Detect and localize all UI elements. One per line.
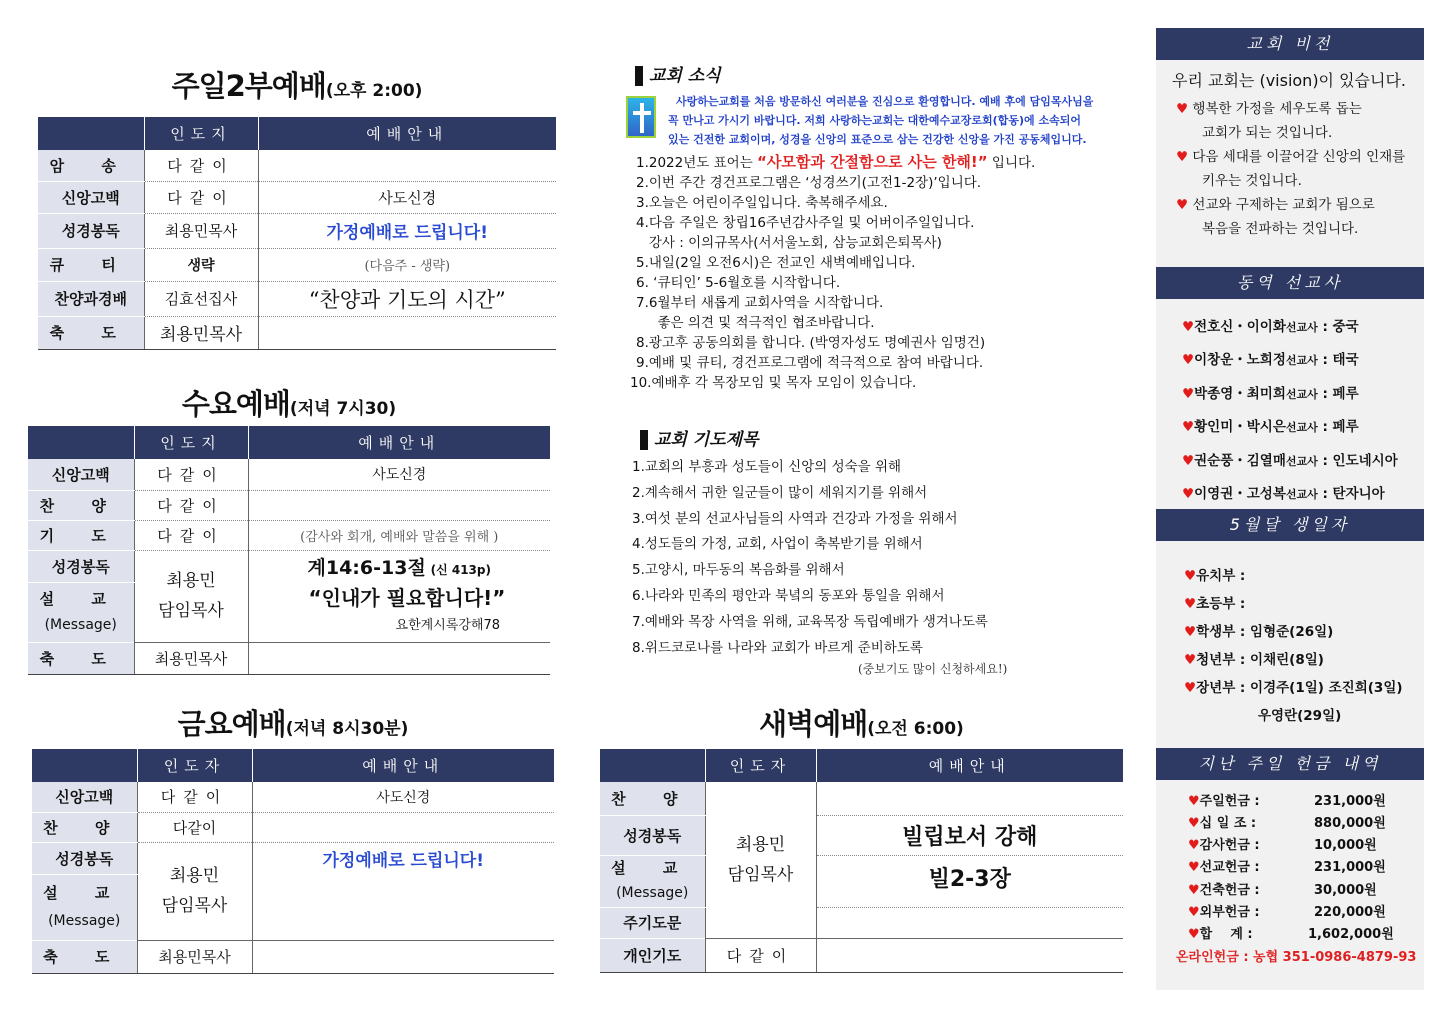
- offering-amount: 1,602,000원: [1308, 927, 1394, 942]
- row-guide: 빌2-3장: [816, 855, 1123, 907]
- heart-icon: ♥: [1188, 794, 1200, 809]
- label-sub: (Message): [48, 913, 121, 929]
- leader-title: 담임목사: [727, 864, 794, 885]
- row-label: 축 도: [28, 642, 134, 674]
- missionary-country: : 페루: [1317, 385, 1359, 402]
- row-guide: [252, 874, 554, 940]
- missionary-country: : 태국: [1317, 352, 1359, 369]
- row-label: 찬 양: [600, 782, 705, 815]
- row-label: 주기도문: [600, 907, 705, 938]
- row-label: [600, 855, 705, 907]
- prayer-item: 8.위드코로나를 나라와 교회가 바르게 준비하도록: [632, 639, 923, 656]
- hymn-ref: (신 413p): [430, 562, 491, 577]
- row-leader: 다같이: [144, 181, 258, 213]
- row-guide: [252, 940, 554, 973]
- wednesday-table: [28, 426, 550, 675]
- news-item: [636, 152, 1035, 173]
- missionary-suffix: 선교사: [1285, 321, 1318, 334]
- missionary-suffix: 선교사: [1285, 421, 1318, 435]
- col-header-leader: 인도자: [137, 749, 252, 782]
- row-guide: [258, 150, 556, 181]
- missionary-names: 전호신・이이화: [1194, 319, 1286, 335]
- offering-header: 지난 주일 헌금 내역: [1156, 748, 1424, 780]
- row-leader: 다같이: [705, 938, 816, 972]
- offering-label: 선교헌금 :: [1199, 860, 1260, 875]
- welcome-line: 사랑하는교회를 처음 방문하신 여러분을 진심으로 환영합니다. 예배 후에 담임목사님을: [676, 95, 1094, 108]
- news-title-text: 교회 소식: [649, 66, 721, 86]
- row-leader: 다같이: [144, 150, 258, 181]
- vision-item-cont: 교회가 되는 것입니다.: [1202, 125, 1333, 141]
- row-leader: 다같이: [134, 490, 248, 520]
- news-item: 10.예배후 각 목장모임 및 목자 모임이 있습니다.: [630, 375, 917, 391]
- welcome-line: 꼭 만나고 가시기 바랍니다. 저희 사랑하는교회는 대한예수교장로회(합동)에 소속되어: [668, 114, 1081, 127]
- missionary-item: [1182, 411, 1398, 444]
- row-guide: 가정예배로 드립니다!: [258, 213, 556, 248]
- row-label: 암 송: [38, 150, 144, 181]
- birthday-item: [1184, 590, 1403, 618]
- birthday-item: [1184, 562, 1403, 590]
- col-header-leader: 인도자: [705, 749, 816, 782]
- heart-icon: ♥: [1188, 927, 1200, 942]
- prayer-title-text: 교회 기도제목: [654, 430, 759, 450]
- heart-icon: ♥: [1182, 452, 1195, 469]
- sunday2-title: [38, 64, 556, 105]
- section-bar-icon: [640, 430, 648, 450]
- heart-icon: ♥: [1188, 860, 1200, 875]
- section-bar-icon: [635, 66, 643, 86]
- vision-item: [1176, 145, 1405, 169]
- row-guide: “찬양과 기도의 시간”: [258, 281, 556, 316]
- prayer-item: 4.성도들의 가정, 교회, 사업이 축복받기를 위해서: [632, 536, 923, 553]
- birthday-item: [1184, 674, 1403, 702]
- online-offering: 온라인헌금 : 농협 351-0986-4879-93: [1176, 950, 1417, 965]
- welcome-line: 있는 건전한 교회이며, 성경을 신앙의 표준으로 삼는 건강한 신앙을 가진 공동체입니다.: [668, 133, 1087, 146]
- dawn-title-time: (오전 6:00): [867, 719, 964, 739]
- heart-icon: ♥: [1184, 680, 1197, 696]
- news-list: [630, 152, 1036, 393]
- row-leader: 다같이: [137, 812, 252, 842]
- row-label: [32, 874, 137, 940]
- col-header-leader: 인도지: [144, 117, 258, 150]
- vision-text: 행복한 가정을 세우도록 돕는: [1192, 101, 1362, 117]
- row-guide: (감사와 회개, 예배와 말씀을 위해 ): [248, 520, 550, 550]
- heart-icon: ♥: [1176, 101, 1193, 117]
- heart-icon: ♥: [1188, 838, 1200, 853]
- missionary-suffix: 선교사: [1285, 454, 1318, 468]
- friday-title-main: 금요예배: [177, 707, 286, 741]
- offering-label: 주일헌금 :: [1199, 794, 1260, 809]
- missionary-item: [1182, 344, 1398, 377]
- news-item: 2.이번 주간 경건프로그램은 ‘성경쓰기(고전1-2장)’입니다.: [636, 175, 982, 191]
- offering-label: 십 일 조 :: [1199, 816, 1257, 831]
- row-guide: [248, 550, 550, 582]
- leader-name: 최용민: [166, 571, 216, 591]
- birthday-text: 장년부 : 이경주(1일) 조진희(3일): [1196, 680, 1403, 696]
- row-leader: 다같이: [134, 520, 248, 550]
- offering-item: [1188, 856, 1386, 875]
- label-main: 설 교: [39, 590, 122, 608]
- heart-icon: ♥: [1184, 568, 1197, 584]
- row-leader: 다같이: [137, 782, 252, 812]
- heart-icon: ♥: [1182, 319, 1195, 335]
- label-sub: (Message): [44, 617, 117, 633]
- missionary-item: [1182, 445, 1398, 478]
- row-leader: 다같이: [134, 459, 248, 490]
- prayer-list: [632, 455, 988, 661]
- prayer-item: 6.나라와 민족의 평안과 북녘의 동포와 통일을 위해서: [632, 587, 945, 604]
- row-label: 신앙고백: [32, 782, 137, 812]
- row-leader: 김효선집사: [144, 281, 258, 316]
- row-label: 찬 양: [32, 812, 137, 842]
- col-header-guide: 예배안내: [252, 749, 554, 782]
- heart-icon: ♥: [1182, 486, 1195, 503]
- row-guide: 가정예배로 드립니다!: [322, 850, 484, 871]
- row-label: 기 도: [28, 520, 134, 550]
- missionary-country: : 탄자니아: [1317, 486, 1385, 503]
- missionary-suffix: 선교사: [1285, 354, 1318, 368]
- missionary-suffix: 선교사: [1285, 387, 1318, 401]
- missionary-country: : 중국: [1317, 319, 1359, 335]
- heart-icon: ♥: [1176, 197, 1193, 213]
- news-text: 1.2022년도 표어는: [636, 155, 758, 171]
- row-label: 찬 양: [28, 490, 134, 520]
- row-label: 신앙고백: [28, 459, 134, 490]
- row-guide: [258, 316, 556, 349]
- label-main: 설 교: [611, 859, 694, 877]
- col-header-guide: 예배안내: [816, 749, 1123, 782]
- offering-item: [1188, 812, 1386, 831]
- prayer-item: 1.교회의 부흥과 성도들이 신앙의 성숙을 위해: [632, 459, 902, 475]
- news-item: 8.광고후 공동의회를 합니다. (박영자성도 명예권사 임명건): [636, 335, 986, 351]
- news-text: 입니다.: [987, 155, 1036, 171]
- offering-item: [1188, 790, 1386, 809]
- heart-icon: ♥: [1182, 352, 1195, 369]
- row-label: 축 도: [38, 316, 144, 349]
- offering-amount: 231,000원: [1314, 860, 1386, 875]
- offering-item: [1188, 901, 1386, 920]
- vision-item: [1176, 97, 1405, 121]
- missionary-country: : 인도네시아: [1317, 452, 1398, 469]
- offering-amount: 231,000원: [1314, 794, 1386, 809]
- news-item: 3.오늘은 어린이주일입니다. 축복해주세요.: [636, 195, 888, 211]
- sermon-title: “인내가 필요합니다!”: [308, 585, 506, 610]
- label-sub: (Message): [616, 885, 689, 901]
- heart-icon: ♥: [1184, 624, 1197, 640]
- missionary-country: : 페루: [1317, 419, 1359, 436]
- news-item: 6. ‘큐티인’ 5-6월호를 시작합니다.: [636, 275, 841, 291]
- offering-item: [1188, 879, 1377, 898]
- heart-icon: ♥: [1182, 385, 1195, 402]
- wednesday-title: [28, 382, 550, 423]
- missionary-names: 박종영・최미희: [1194, 385, 1286, 402]
- heart-icon: ♥: [1184, 596, 1197, 612]
- missionary-item: [1182, 378, 1398, 411]
- prayer-item: 3.여섯 분의 선교사님들의 사역과 건강과 가정을 위해서: [632, 510, 958, 527]
- offering-label: 건축헌금 :: [1199, 883, 1260, 898]
- motto: “사모함과 간절함으로 사는 한해!”: [757, 153, 988, 171]
- dawn-title: [600, 702, 1123, 743]
- col-header-leader: 인도지: [134, 426, 248, 459]
- vision-item-cont: 키우는 것입니다.: [1202, 173, 1302, 189]
- birthday-text: 학생부 : 임형준(26일): [1196, 624, 1334, 640]
- sunday2-title-time: (오후 2:00): [325, 81, 423, 101]
- news-item: 좋은 의견 및 적극적인 협조바랍니다.: [636, 315, 875, 331]
- prayer-item: 5.고양시, 마두동의 복음화를 위해서: [632, 562, 845, 579]
- heart-icon: ♥: [1184, 652, 1197, 668]
- birthday-item: [1184, 646, 1403, 674]
- col-header-guide: 예배안내: [248, 426, 550, 459]
- merged-leader: [137, 842, 252, 940]
- scripture-ref: 계14:6-13절: [307, 556, 426, 579]
- row-leader: 최용민목사: [144, 316, 258, 349]
- heart-icon: ♥: [1182, 419, 1195, 436]
- heart-icon: ♥: [1188, 905, 1200, 920]
- offering-item: [1188, 834, 1377, 853]
- offering-label: 외부헌금 :: [1199, 905, 1260, 920]
- col-header-blank: [38, 117, 144, 150]
- row-guide: [816, 782, 1123, 815]
- vision-intro: 우리 교회는 (vision)이 있습니다.: [1172, 71, 1407, 90]
- row-guide: [248, 582, 550, 642]
- birthday-text: 유치부 :: [1196, 568, 1246, 584]
- row-guide: [816, 938, 1123, 972]
- missionary-names: 이창운・노희정: [1194, 352, 1286, 369]
- offering-label: 감사헌금 :: [1199, 838, 1260, 853]
- dawn-table: [600, 749, 1123, 973]
- row-label: 성경봉독: [38, 213, 144, 248]
- vision-text: 다음 세대를 이끌어갈 신앙의 인재를: [1192, 149, 1406, 165]
- row-label: 신앙고백: [38, 181, 144, 213]
- leader-name: 최용민: [169, 866, 220, 886]
- row-label: 성경봉독: [32, 842, 137, 874]
- row-label: [28, 582, 134, 642]
- birthdays-list: [1184, 562, 1403, 730]
- prayer-note: (중보기도 많이 신청하세요!): [858, 662, 1008, 676]
- row-leader: 최용민목사: [137, 940, 252, 973]
- row-label: 찬양과경배: [38, 281, 144, 316]
- label-main: 설 교: [43, 884, 126, 902]
- cross-icon: [626, 96, 656, 138]
- row-guide: 사도신경: [248, 459, 550, 490]
- prayer-item: 2.계속해서 귀한 일군들이 많이 세워지기를 위해서: [632, 484, 928, 501]
- vision-item: [1176, 193, 1405, 217]
- heart-icon: ♥: [1188, 883, 1200, 898]
- missionary-item: [1182, 311, 1398, 344]
- news-item: 5.내일(2일 오전6시)은 전교인 새벽예배입니다.: [636, 255, 916, 271]
- row-label: 성경봉독: [28, 550, 134, 582]
- heart-icon: ♥: [1188, 816, 1200, 831]
- news-item: 7.6월부터 새롭게 교회사역을 시작합니다.: [636, 295, 884, 311]
- news-title: [635, 61, 721, 86]
- leader-title: 담임목사: [158, 601, 224, 621]
- row-guide: 사도신경: [252, 782, 554, 812]
- row-guide: [248, 490, 550, 520]
- missionary-item: [1182, 478, 1398, 511]
- offering-amount: 220,000원: [1314, 905, 1386, 920]
- offering-amount: 10,000원: [1314, 838, 1377, 853]
- missionaries-header: 동역 선교사: [1156, 267, 1424, 299]
- news-item: 9.예배 및 큐티, 경건프로그램에 적극적으로 참여 바랍니다.: [636, 355, 984, 371]
- birthday-item: [1184, 618, 1403, 646]
- vision-list: [1176, 97, 1405, 241]
- missionary-names: 이영권・고성복: [1194, 486, 1286, 503]
- leader-name: 최용민: [735, 834, 786, 855]
- row-leader: 생략: [144, 248, 258, 281]
- friday-title-time: (저녁 8시30분): [285, 719, 409, 739]
- row-label: 성경봉독: [600, 815, 705, 855]
- merged-leader: [705, 782, 816, 938]
- missionary-names: 황인미・박시은: [1194, 419, 1286, 436]
- sunday2-table: [38, 117, 556, 350]
- row-guide: [248, 642, 550, 674]
- birthday-text: 초등부 :: [1196, 596, 1246, 612]
- col-header-guide: 예배안내: [258, 117, 556, 150]
- row-label: 개인기도: [600, 938, 705, 972]
- row-guide: 빌립보서 강해: [816, 815, 1123, 855]
- birthday-text: 청년부 : 이채린(8일): [1196, 652, 1324, 668]
- prayer-title: [640, 425, 758, 450]
- row-guide: 사도신경: [258, 181, 556, 213]
- friday-title: [32, 702, 554, 743]
- sermon-series: 요한계시록강해78: [395, 617, 500, 633]
- offering-label: 합 계 :: [1199, 927, 1253, 942]
- row-guide: (다음주 - 생략): [258, 248, 556, 281]
- offering-amount: 880,000원: [1314, 816, 1386, 831]
- wednesday-title-main: 수요예배: [181, 387, 290, 421]
- vision-item-cont: 복음을 전파하는 것입니다.: [1202, 221, 1359, 237]
- dawn-title-main: 새벽예배: [759, 707, 868, 741]
- welcome-message: [668, 92, 1108, 149]
- row-guide: [816, 907, 1123, 938]
- row-leader: 최용민목사: [134, 642, 248, 674]
- offering-item: [1188, 923, 1394, 942]
- birthdays-header: 5월달 생일자: [1156, 509, 1424, 541]
- missionaries-list: [1182, 311, 1398, 511]
- sunday2-title-main: 주일2부예배: [171, 69, 326, 103]
- missionary-names: 권순풍・김열매: [1194, 452, 1286, 469]
- row-guide: [252, 812, 554, 842]
- col-header-blank: [32, 749, 137, 782]
- merged-leader: [134, 550, 248, 642]
- birthday-item-cont: 우영란(29일): [1258, 708, 1342, 724]
- col-header-blank: [28, 426, 134, 459]
- row-label: 큐 티: [38, 248, 144, 281]
- vision-text: 선교와 구제하는 교회가 됨으로: [1192, 197, 1375, 213]
- news-item: 4.다음 주일은 창립16주년감사주일 및 어버이주일입니다.: [636, 215, 975, 231]
- vision-header: 교회 비전: [1156, 28, 1424, 60]
- leader-title: 담임목사: [161, 896, 228, 916]
- offering-amount: 30,000원: [1314, 883, 1377, 898]
- friday-table: [32, 749, 554, 974]
- heart-icon: ♥: [1176, 149, 1193, 165]
- col-header-blank: [600, 749, 705, 782]
- row-leader: 최용민목사: [144, 213, 258, 248]
- row-label: 축 도: [32, 940, 137, 973]
- wednesday-title-time: (저녁 7시30): [289, 399, 397, 419]
- missionary-suffix: 선교사: [1285, 488, 1318, 502]
- prayer-item: 7.예배와 목장 사역을 위해, 교육목장 독립예배가 생겨나도록: [632, 613, 988, 630]
- news-item: 강사 : 이의규목사(서서울노회, 삼능교회은퇴목사): [636, 235, 942, 251]
